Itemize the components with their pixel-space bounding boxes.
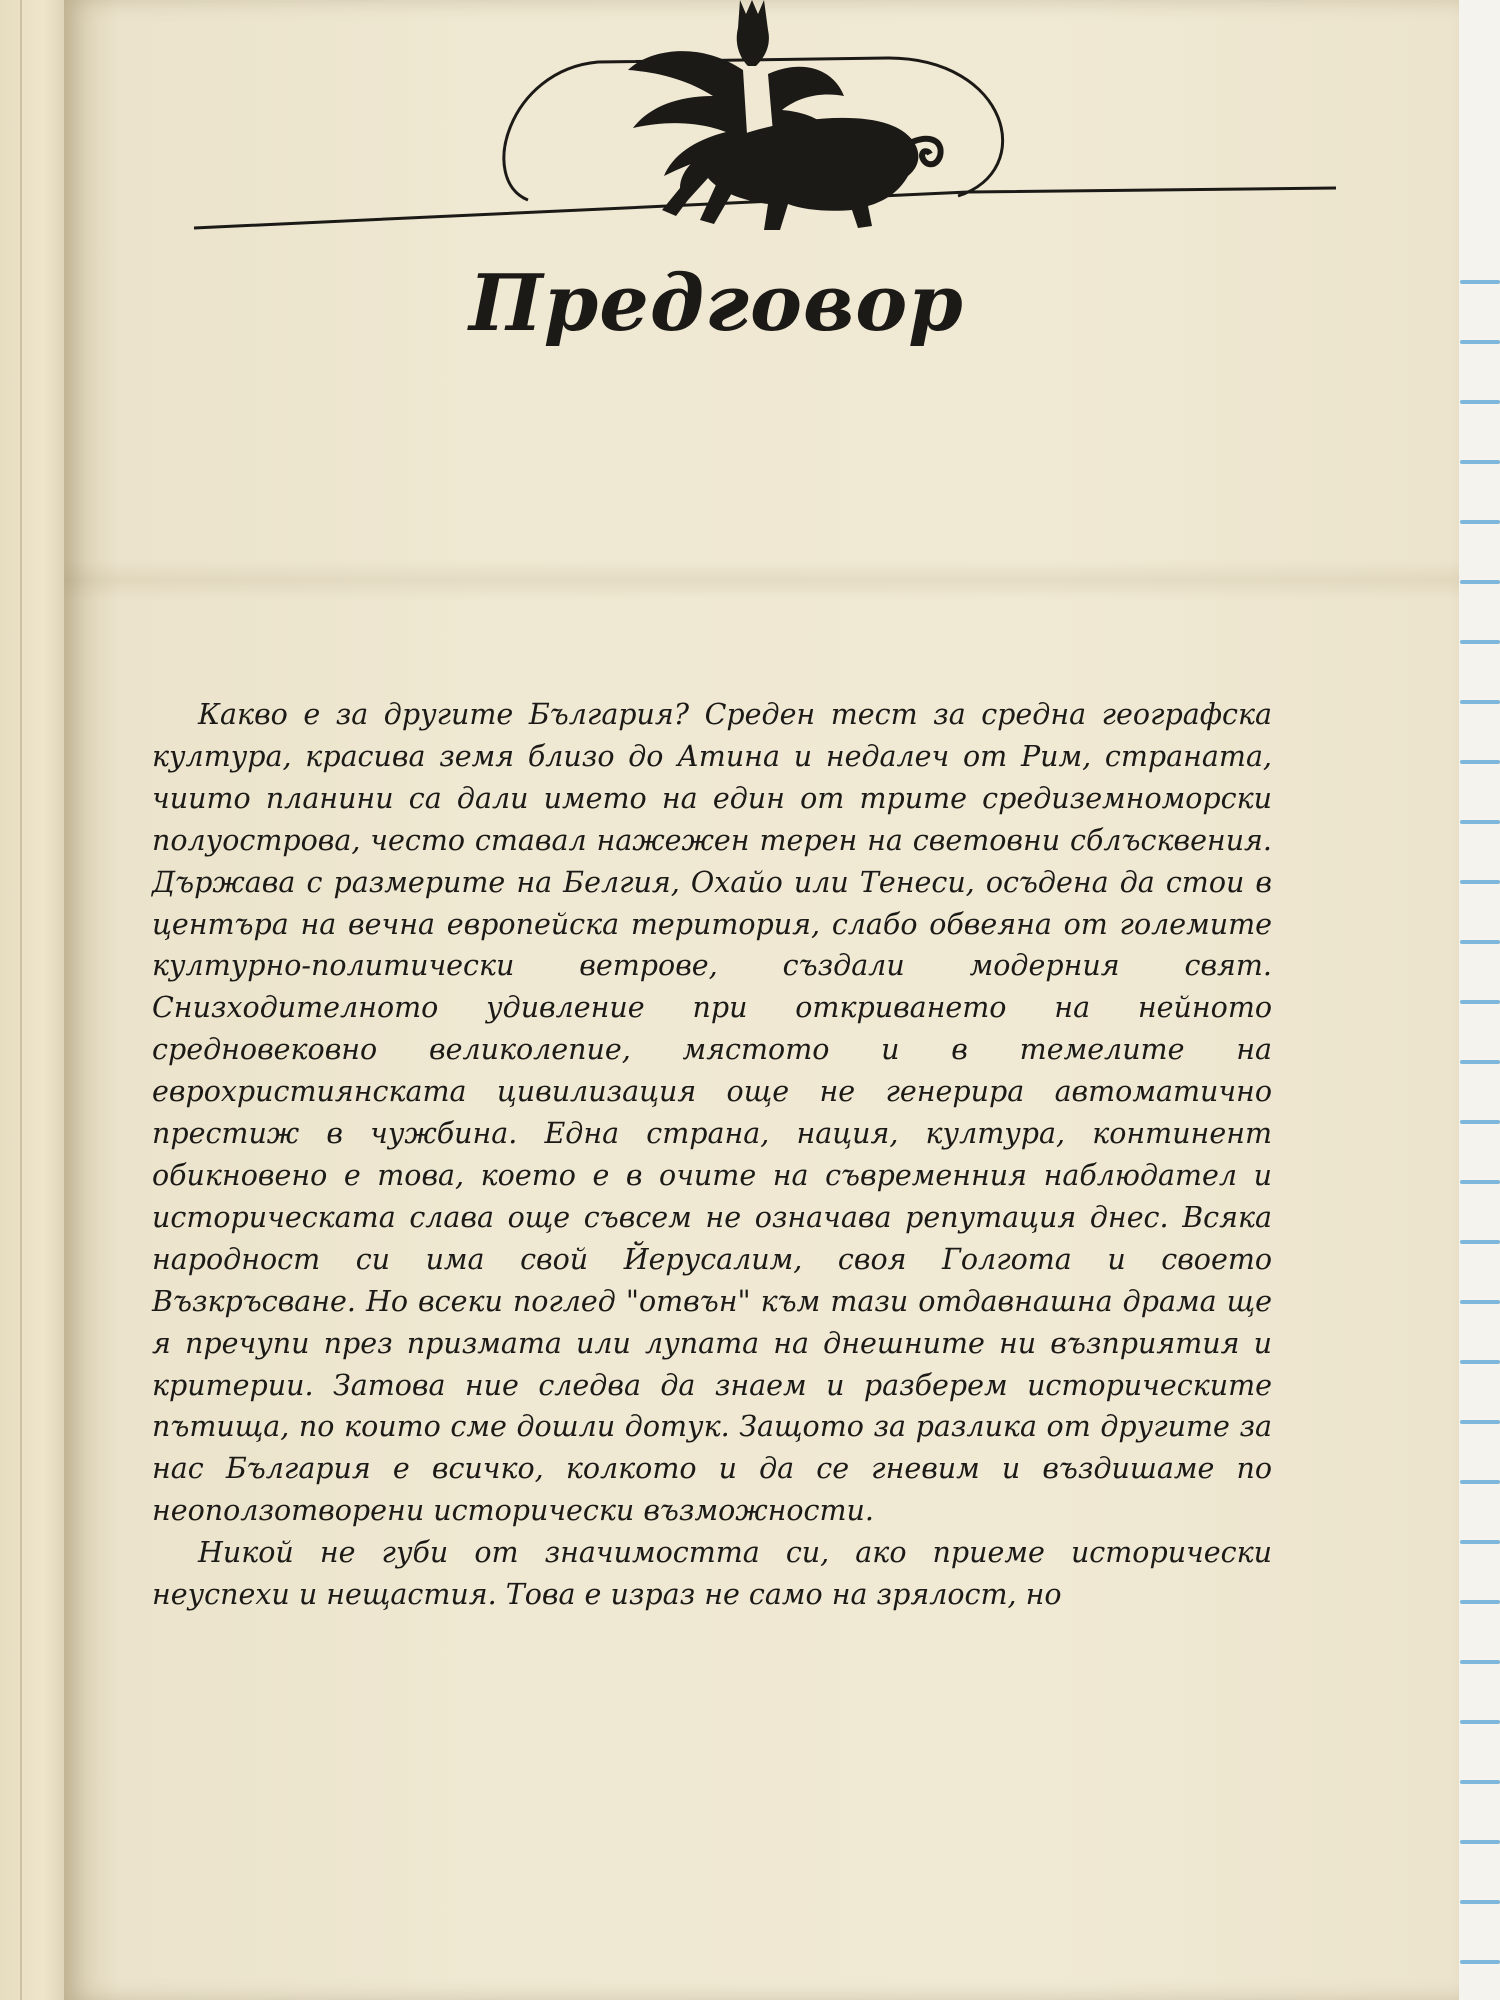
- notebook-ruling: [1460, 1960, 1500, 1964]
- page-fold-line: [20, 0, 22, 2000]
- notebook-ruling: [1460, 820, 1500, 824]
- left-page-edge: [0, 0, 72, 2000]
- notebook-ruling: [1460, 1840, 1500, 1844]
- header-ornament: [128, 0, 1348, 250]
- notebook-ruling: [1460, 520, 1500, 524]
- notebook-ruling: [1460, 1180, 1500, 1184]
- body-text: [152, 694, 1272, 1616]
- notebook-ruling: [1460, 1240, 1500, 1244]
- notebook-ruling: [1460, 880, 1500, 884]
- notebook-ruling: [1460, 760, 1500, 764]
- notebook-ruling: [1460, 1300, 1500, 1304]
- notebook-ruling: [1460, 580, 1500, 584]
- notebook-ruling: [1460, 1480, 1500, 1484]
- notebook-ruling: [1460, 1720, 1500, 1724]
- notebook-ruling: [1460, 1600, 1500, 1604]
- notebook-ruling: [1460, 1120, 1500, 1124]
- notebook-ruling: [1460, 1360, 1500, 1364]
- notebook-ruling: [1460, 1060, 1500, 1064]
- notebook-ruling: [1460, 1780, 1500, 1784]
- notebook-ruling: [1460, 940, 1500, 944]
- paragraph-2: Никой не губи от значимостта си, ако приеме исторически неуспехи и нещастия. Това е израз не само на зрялост, но: [152, 1536, 1272, 1612]
- notebook-ruling: [1460, 460, 1500, 464]
- notebook-ruling: [1460, 280, 1500, 284]
- notebook-ruling: [1460, 1900, 1500, 1904]
- notebook-ruling: [1460, 700, 1500, 704]
- notebook-ruling: [1460, 340, 1500, 344]
- paragraph-1: Какво е за другите България? Среден тест за средна географска култура, красива земя близо до Атина и недалеч от Рим, страната, чиито планини са дали името на един от трите средиземноморски полуострова, често ставал нажежен терен на световни сблъсквения. Държава с размерите на Белгия, Охайо или Тенеси, осъдена да стои в центъра на вечна европейска територия, слабо обвеяна от големите културно-политически ветрове, създали модерния свят. Снизходителното удивление при откриването на нейното средновековно великолепие, мястото и в темелите на еврохристиянската цивилизация още не генерира автоматично престиж в чужбина. Една страна, нация, култура, континент обикновено е това, което е в очите на съвременния наблюдател и историческата слава още съвсем не означава репутация днес. Всяка народност си има свой Йерусалим, своя Голгота и своето Възкръсване. Но всеки поглед "отвън" към тази отдавнашна драма ще я пречупи през призмата или лупата на днешните ни възприятия и критерии. Затова ние следва да знаем и разберем историческите пътища, по които сме дошли дотук. Защото за разлика от другите за нас България е всичко, колкото и да се гневим и въздишаме по неоползотворени исторически възможности.: [152, 698, 1272, 1528]
- notebook-ruling: [1460, 1000, 1500, 1004]
- page-crease: [64, 560, 1459, 600]
- notebook-ruling: [1460, 1540, 1500, 1544]
- notebook-ruling: [1460, 1420, 1500, 1424]
- page-title: Предговор: [469, 258, 964, 349]
- notebook-ruling: [1460, 400, 1500, 404]
- notebook-ruling: [1460, 640, 1500, 644]
- notebook-ruling: [1460, 1660, 1500, 1664]
